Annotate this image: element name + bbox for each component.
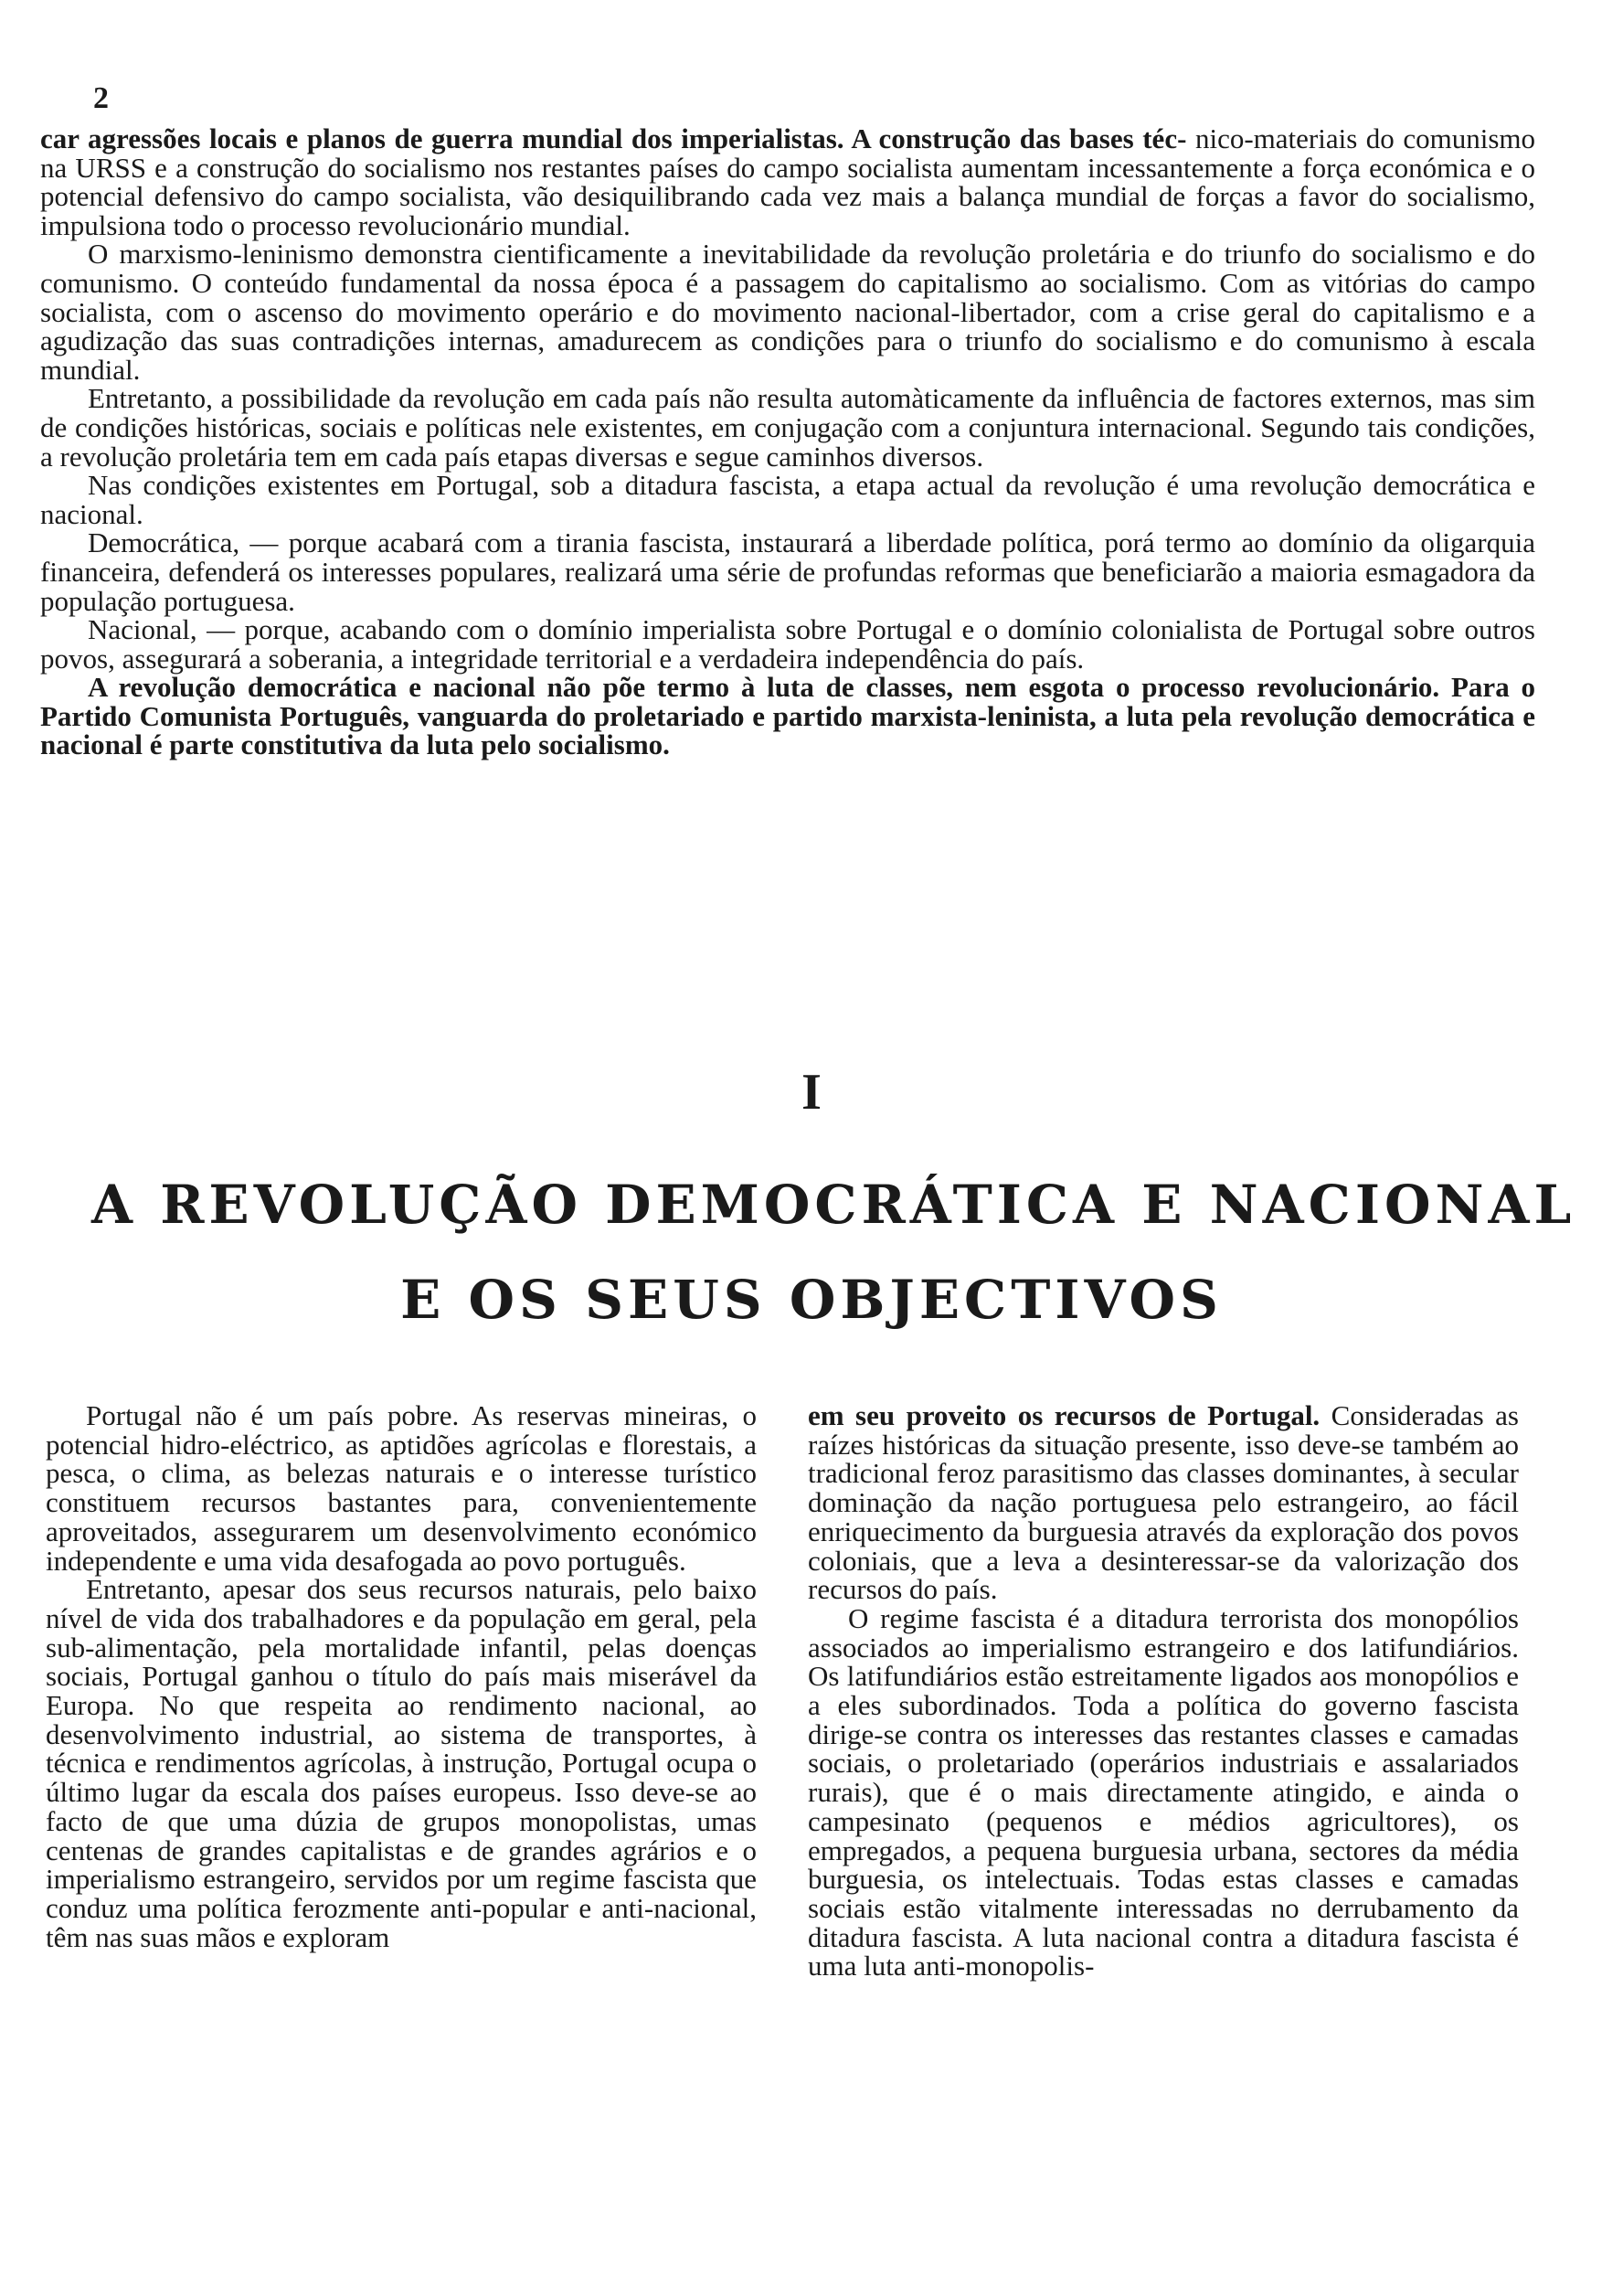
chapter-title-line-2: E OS SEUS OBJECTIVOS [400,1269,1223,1331]
intro-paragraph-1-body: nico-materiais do comunismo na URSS e a construção do socialismo nos restantes países do campo socialista aumentam incessantemente a força económica e o potencial defensivo do campo socialista, vão desiquilibrando cada vez mais a balança mundial de forças a favor do socialismo, impulsiona todo o processo revolucionário mundial. [40,122,1536,241]
intro-paragraph-2: O marxismo-leninismo demonstra cientificamente a inevitabilidade da revolução proletária e do triunfo do socialismo e do comunismo. O conteúdo fundamental da nossa época é a passagem do capitalismo ao socialismo. Com as vitórias do campo socialista, com o ascenso do movimento operário e do movimento nacional-libertador, com a crise geral do capitalismo e a agudização das suas contradições internas, amadurecem as condições para o triunfo do socialismo e do comunismo à escala mundial. [40,238,1535,386]
page-number: 2 [93,81,109,115]
chapter-number: I [801,1064,822,1121]
intro-paragraph-1 [40,124,1535,239]
chapter-title-line-1: A REVOLUÇÃO DEMOCRÁTICA E NACIONAL [91,1174,1576,1236]
right-column-paragraph-1-body: Consideradas as raízes históricas da situação presente, isso deve-se também ao tradicional feroz parasitismo das classes dominantes, à secular dominação da nação portuguesa pelo estrangeiro, ao fácil enriquecimento da burguesia através da exploração dos povos coloniais, que a leva a desinteressar-se da valorização dos recursos do país. [808,1399,1519,1606]
intro-paragraph-7: A revolução democrática e nacional não põe termo à luta de classes, nem esgota o processo revolucionário. Para o Partido Comunista Português, vanguarda do proletariado e partido marxista-leninista, a luta pela revolução democrática e nacional é parte constitutiva da luta pelo socialismo. [40,671,1535,761]
intro-paragraph-1-lead: car agressões locais e planos de guerra mundial dos imperialistas. A construção das bases téc- [40,122,1187,154]
intro-paragraph-6: Nacional, — porque, acabando com o domínio imperialista sobre Portugal e o domínio colonialista de Portugal sobre outros povos, assegurará a soberania, a integridade territorial e a verdadeira independência do país. [40,613,1535,675]
right-column-paragraph-1-lead: em seu proveito os recursos de Portugal. [808,1399,1321,1431]
left-column-paragraph-2: Entretanto, apesar dos seus recursos naturais, pelo baixo nível de vida dos trabalhadores e da população em geral, pela sub-alimentação, pela mortalidade infantil, pelas doenças sociais, Portugal ganhou o título do país mais miserável da Europa. No que respeita ao rendimento nacional, ao desenvolvimento industrial, ao sistema de transportes, à técnica e rendimentos agrícolas, à instrução, Portugal ocupa o último lugar da escala dos países europeus. Isso deve-se ao facto de que uma dúzia de grupos monopolistas, umas centenas de grandes capitalistas e de grandes agrários e o imperialismo estrangeiro, servidos por um regime fascista que conduz uma política ferozmente anti-popular e anti-nacional, têm nas suas mãos e exploram [46,1573,757,1953]
intro-paragraph-5: Democrática, — porque acabará com a tirania fascista, instaurará a liberdade política, porá termo ao domínio da oligarquia financeira, defenderá os interesses populares, realizará uma série de profundas reformas que beneficiarão a maioria esmagadora da população portuguesa. [40,526,1535,617]
intro-paragraph-3: Entretanto, a possibilidade da revolução em cada país não resulta automàticamente da influência de factores externos, mas sim de condições históricas, sociais e políticas nele existentes, em conjugação com a conjuntura internacional. Segundo tais condições, a revolução proletária tem em cada país etapas diversas e segue caminhos diversos. [40,382,1535,473]
right-column-paragraph-2: O regime fascista é a ditadura terrorista dos monopólios associados ao imperialismo estrangeiro e dos latifundiários. Os latifundiários estão estreitamente ligados aos monopólios e a eles subordinados. Toda a política do governo fascista dirige-se contra os interesses das restantes classes e camadas sociais, o proletariado (operários industriais e assalariados rurais), que é o mais directamente atingido, e ainda o campesinato (pequenos e médios agricultores), os empregados, a pequena burguesia urbana, sectores da média burguesia, os intelectuais. Todas estas classes e camadas sociais estão vitalmente interessadas no derrubamento da ditadura fascista. A luta nacional contra a ditadura fascista é uma luta anti-monopolis- [808,1601,1519,1982]
intro-section [40,124,1535,760]
left-column [46,1401,757,1951]
right-column-paragraph-1 [808,1401,1519,1604]
right-column [808,1401,1519,1981]
intro-paragraph-4: Nas condições existentes em Portugal, sob a ditadura fascista, a etapa actual da revolução é uma revolução democrática e nacional. [40,469,1535,530]
left-column-paragraph-1: Portugal não é um país pobre. As reservas mineiras, o potencial hidro-eléctrico, as aptidões agrícolas e florestais, a pesca, o clima, as belezas naturais e o interesse turístico constituem recursos bastantes para, convenientemente aproveitados, assegurarem um desenvolvimento económico independente e uma vida desafogada ao povo português. [46,1399,757,1577]
